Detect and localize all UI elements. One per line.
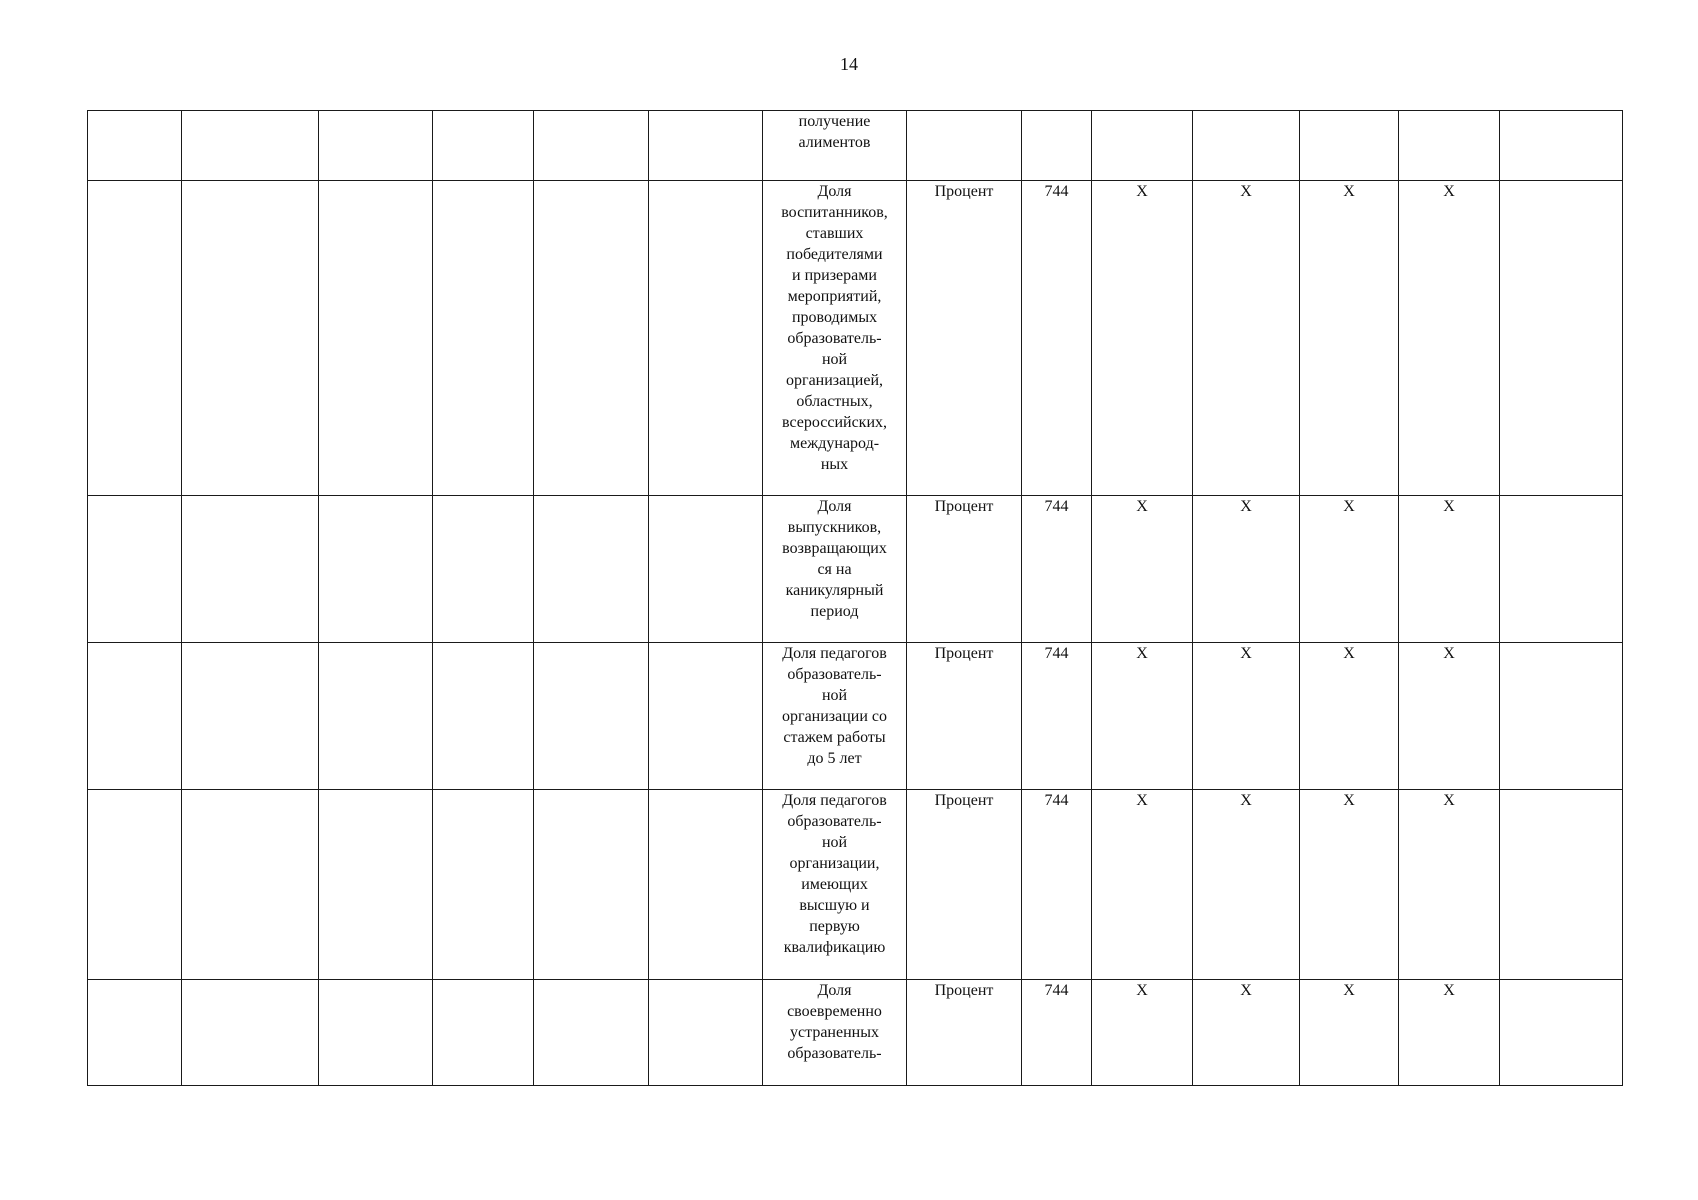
indicator-name-cell	[763, 643, 907, 790]
unit-cell	[907, 111, 1022, 181]
indicator-name-cell	[763, 111, 907, 181]
empty-cell	[649, 496, 763, 643]
unit-cell: Процент	[907, 496, 1022, 643]
value-cell: Х	[1193, 496, 1300, 643]
value-cell: Х	[1399, 496, 1500, 643]
empty-cell	[88, 111, 182, 181]
empty-cell	[534, 790, 649, 980]
empty-cell	[433, 496, 534, 643]
value-cell: Х	[1193, 790, 1300, 980]
indicator-name-line: ной	[821, 834, 848, 851]
empty-cell	[534, 496, 649, 643]
indicator-name-line: квалификацию	[783, 939, 886, 956]
empty-cell	[88, 181, 182, 496]
okei-code-cell	[1022, 111, 1092, 181]
empty-cell	[433, 980, 534, 1086]
indicator-name-line: алиментов	[798, 134, 871, 151]
empty-cell	[182, 111, 319, 181]
table-row	[88, 496, 1623, 643]
indicator-name-line: имеющих	[801, 876, 868, 893]
indicator-name-cell	[763, 496, 907, 643]
indicator-name-line: организации,	[789, 855, 880, 872]
empty-cell	[319, 980, 433, 1086]
indicator-name-line: ной	[821, 687, 848, 704]
empty-cell	[534, 980, 649, 1086]
indicator-name-line: и призерами	[792, 267, 877, 284]
empty-cell	[1500, 181, 1623, 496]
unit-cell: Процент	[907, 790, 1022, 980]
indicator-name-line: Доля педагогов	[782, 645, 887, 662]
value-cell: Х	[1300, 181, 1399, 496]
value-cell: Х	[1092, 181, 1193, 496]
value-cell: Х	[1092, 980, 1193, 1086]
okei-code-cell: 744	[1022, 496, 1092, 643]
value-cell	[1193, 111, 1300, 181]
indicator-name-line: ставших	[805, 225, 864, 242]
empty-cell	[1500, 496, 1623, 643]
indicator-name-line: образователь-	[787, 666, 882, 683]
indicator-name-line: выпускников,	[787, 519, 882, 536]
value-cell: Х	[1300, 790, 1399, 980]
indicator-name-line: до 5 лет	[807, 750, 862, 767]
value-cell: Х	[1193, 181, 1300, 496]
indicators-table	[87, 110, 1623, 1086]
indicator-name-line: международ-	[789, 435, 880, 452]
value-cell	[1300, 111, 1399, 181]
okei-code-cell: 744	[1022, 181, 1092, 496]
value-cell: Х	[1092, 790, 1193, 980]
value-cell: Х	[1092, 643, 1193, 790]
indicator-name-cell	[763, 790, 907, 980]
table-body	[88, 111, 1623, 1086]
empty-cell	[182, 496, 319, 643]
indicator-name-cell	[763, 980, 907, 1086]
indicator-name-line: организации со	[782, 708, 887, 725]
empty-cell	[433, 643, 534, 790]
indicator-name-line: всероссийских,	[781, 414, 888, 431]
empty-cell	[88, 980, 182, 1086]
indicator-name-line: образователь-	[787, 330, 882, 347]
empty-cell	[88, 790, 182, 980]
empty-cell	[319, 790, 433, 980]
value-cell: Х	[1399, 790, 1500, 980]
empty-cell	[534, 643, 649, 790]
indicator-name-line: каникулярный	[785, 582, 884, 599]
table-row	[88, 790, 1623, 980]
value-cell: Х	[1300, 980, 1399, 1086]
indicator-name-line: ной	[821, 351, 848, 368]
value-cell: Х	[1193, 980, 1300, 1086]
indicator-name-line: воспитанников,	[781, 204, 888, 221]
indicator-name-line: получение	[798, 113, 871, 130]
okei-code-cell: 744	[1022, 643, 1092, 790]
indicator-name-line: ных	[820, 456, 849, 473]
table-row	[88, 643, 1623, 790]
page-number: 14	[840, 54, 858, 74]
unit-cell: Процент	[907, 643, 1022, 790]
indicator-name-line: своевременно	[787, 1003, 882, 1020]
empty-cell	[433, 111, 534, 181]
empty-cell	[88, 643, 182, 790]
empty-cell	[182, 790, 319, 980]
indicator-name-line: образователь-	[787, 813, 882, 830]
indicator-name-line: устраненных	[790, 1024, 879, 1041]
empty-cell	[1500, 643, 1623, 790]
indicator-name-line: Доля	[817, 982, 852, 999]
unit-cell: Процент	[907, 181, 1022, 496]
indicator-name-line: возвращающих	[782, 540, 887, 557]
indicator-name-line: Доля педагогов	[782, 792, 887, 809]
indicator-name-line: стажем работы	[783, 729, 886, 746]
indicator-name-line: победителями	[786, 246, 883, 263]
okei-code-cell: 744	[1022, 790, 1092, 980]
indicator-name-line: Доля	[817, 498, 852, 515]
indicator-name-line: высшую и	[799, 897, 870, 914]
value-cell: Х	[1300, 496, 1399, 643]
table-row	[88, 980, 1623, 1086]
value-cell	[1399, 111, 1500, 181]
empty-cell	[182, 643, 319, 790]
value-cell: Х	[1092, 496, 1193, 643]
indicator-name-cell	[763, 181, 907, 496]
indicator-name-line: Доля	[817, 183, 852, 200]
empty-cell	[649, 790, 763, 980]
indicator-name-line: мероприятий,	[787, 288, 882, 305]
indicator-name-line: областных,	[796, 393, 873, 410]
empty-cell	[319, 111, 433, 181]
empty-cell	[88, 496, 182, 643]
value-cell: Х	[1193, 643, 1300, 790]
value-cell: Х	[1399, 643, 1500, 790]
value-cell: Х	[1399, 181, 1500, 496]
indicator-name-line: период	[810, 603, 859, 620]
indicator-name-line: первую	[809, 918, 860, 935]
unit-cell: Процент	[907, 980, 1022, 1086]
empty-cell	[1500, 790, 1623, 980]
empty-cell	[319, 643, 433, 790]
value-cell: Х	[1399, 980, 1500, 1086]
empty-cell	[1500, 980, 1623, 1086]
empty-cell	[433, 790, 534, 980]
empty-cell	[649, 181, 763, 496]
indicator-name-line: ся на	[817, 561, 852, 578]
table-row	[88, 111, 1623, 181]
okei-code-cell: 744	[1022, 980, 1092, 1086]
table-row	[88, 181, 1623, 496]
indicator-name-line: организацией,	[786, 372, 883, 389]
value-cell	[1092, 111, 1193, 181]
empty-cell	[649, 980, 763, 1086]
indicator-name-line: проводимых	[791, 309, 878, 326]
empty-cell	[319, 496, 433, 643]
value-cell: Х	[1300, 643, 1399, 790]
empty-cell	[534, 181, 649, 496]
empty-cell	[649, 111, 763, 181]
empty-cell	[649, 643, 763, 790]
empty-cell	[534, 111, 649, 181]
empty-cell	[182, 980, 319, 1086]
indicator-name-line: образователь-	[787, 1045, 882, 1062]
empty-cell	[182, 181, 319, 496]
empty-cell	[1500, 111, 1623, 181]
empty-cell	[319, 181, 433, 496]
empty-cell	[433, 181, 534, 496]
